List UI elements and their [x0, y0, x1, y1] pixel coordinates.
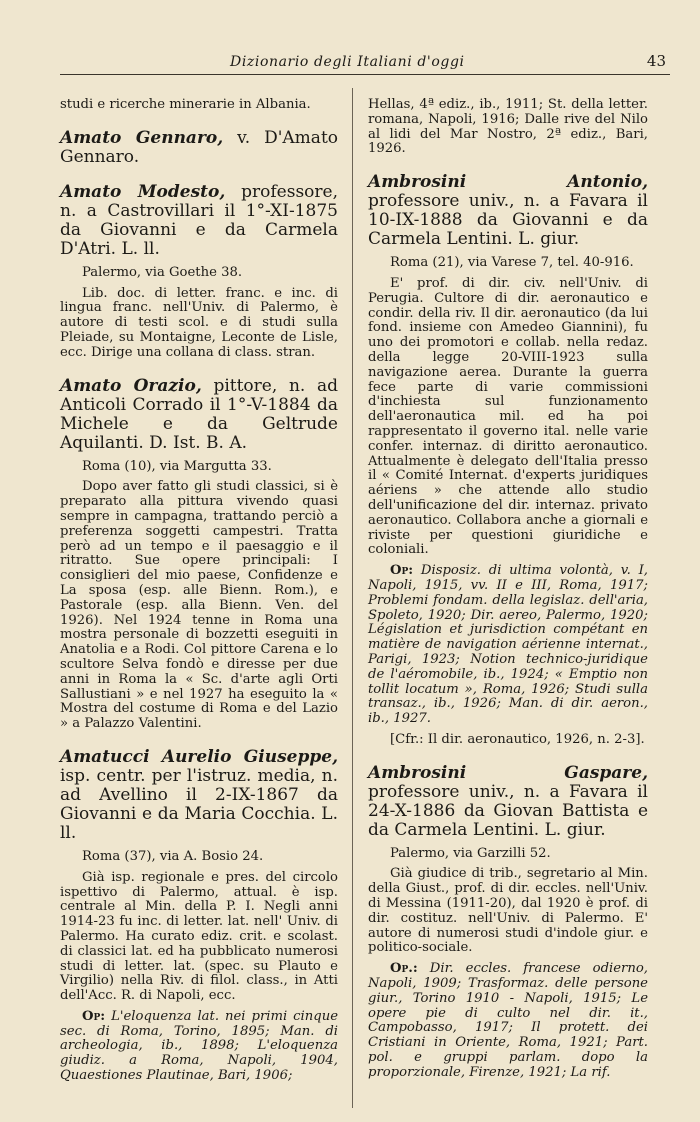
entry-address: Roma (21), via Varese 7, tel. 40-916. [390, 255, 634, 271]
entry-address: Palermo, via Goethe 38. [82, 264, 243, 280]
entry-address: Palermo, via Garzilli 52. [390, 845, 551, 861]
entry-name: Ambrosini Gaspare, [368, 762, 648, 783]
entry-heading [60, 129, 338, 167]
entry-heading [368, 764, 648, 840]
entry-heading [368, 173, 648, 249]
entry-body: Lib. doc. di letter. franc. e inc. di lingua franc. nell'Univ. di Palermo, è autore di testi scol. e di studi sulla Pleiade, su Montaigne, Leconte de Lisle, ecc. Dirige una collana di class. stran. [60, 285, 338, 360]
entry-address: Roma (10), via Margutta 33. [82, 458, 272, 474]
entry-works [368, 564, 648, 727]
entry-body: E' prof. di dir. civ. nell'Univ. di Perugia. Cultore di dir. aeronautico e condir. della riv. Il dir. aeronautico (da lui fond. insieme con Amedeo Giannini), fu uno dei promotori e collab. nella redaz. della legge 20-VIII-1923 sulla navigazione aerea. Durante la guerra fece parte di varie commissioni d'inchiesta sul funzionamento dell'aeronautica mil. ed ha poi rappresentato il governo ital. nelle varie confer. internaz. di diritto aeronautico. Attualmente è delegato dell'Italia presso il « Comité Internat. d'experts juridiques aériens » che attende allo studio dell'unificazione del dir. internaz. privato aeronautico. Collabora anche a giornali e riviste per questioni giuridiche e coloniali. [368, 275, 648, 558]
entry-description: professore, n. a Castrovillari il 1°-XI-1875 da Giovanni e da Carmela D'Atri. L. ll. [60, 181, 338, 259]
left-column [60, 98, 338, 1090]
entry-body: Dopo aver fatto gli studi classici, si è preparato alla pittura vivendo quasi sempre in campagna, trattando perciò a preferenza soggetti campestri. Tratta però ad un tempo e il paesaggio e il ritratto. Sue opere principali: I consiglieri del mio paese, Confidenze e La sposa (esp. alle Bienn. Rom.), e Pastorale (esp. alla Bienn. Ven. del 1926). Nel 1924 tenne in Roma una mostra personale di bozzetti eseguiti in Anatolia e a Rodi. Col pittore Carena e lo scultore Selva fondò e diresse per due anni in Roma la « Sc. d'arte agli Orti Sallustiani » e nel 1927 ha eseguito la « Mostra del costume di Roma e del Lazio » a Palazzo Valentini. [60, 479, 338, 732]
entry-description: pittore, n. ad Anticoli Corrado il 1°-V-1884 da Michele e da Geltrude Aquilanti. D. Ist. B. A. [60, 375, 339, 453]
entry-description: isp. centr. per l'istruz. media, n. ad Avellino il 2-IX-1867 da Giovanni e da Maria Cocchia. L. ll. [60, 765, 338, 843]
entry-works [368, 962, 648, 1080]
entry-ambrosini-gaspare [368, 764, 648, 1081]
entry-heading [60, 377, 338, 453]
page-number: 43 [646, 52, 666, 70]
works-label: Op: [390, 563, 414, 579]
entry-description: professore univ., n. a Favara il 10-IX-1888 da Giovanni e da Carmela Lentini. L. giur. [368, 191, 648, 250]
entry-description: professore univ., n. a Favara il 24-X-1886 da Giovan Battista e da Carmela Lentini. L. giur. [368, 781, 648, 840]
continuation-text: studi e ricerche minerarie in Albania. [60, 97, 311, 112]
works-list: Disposiz. di ultima volontà, v. I, Napoli, 1915, vv. II e III, Roma, 1917; Problemi fondam. della legislaz. dell'aria, Spoleto, 1920; Dir. aereo, Palermo, 1920; Législation et jurisdiction compétant en matière de navigation aérienne internat., Parigi, 1923; Notion technico-juridique de l'aéromobile, ib., 1924; « Emptio non tollit locatum », Roma, 1926; Studi sulla transaz., ib., 1926; Man. di dir. aeron., ib., 1927. [368, 563, 648, 727]
entry-description: v. D'Amato Gennaro. [60, 127, 339, 167]
works-label: Op.: [390, 961, 418, 977]
entry-amato-modesto [60, 183, 338, 361]
entry-name: Amato Gennaro, [60, 127, 224, 148]
entry-heading [60, 183, 338, 259]
entry-name: Amato Orazio, [60, 375, 202, 396]
right-column [368, 98, 648, 1087]
running-head-title: Dizionario degli Italiani d'oggi [230, 54, 465, 70]
entry-name: Amato Modesto, [60, 181, 226, 202]
entry-amatucci-aurelio [60, 748, 338, 1084]
entry-reference: [Cfr.: Il dir. aeronautico, 1926, n. 2-3]. [390, 731, 645, 747]
entry-ambrosini-antonio [368, 173, 648, 748]
entry-amato-orazio [60, 377, 338, 732]
works-list: Dir. eccles. francese odierno, Napoli, 1909; Trasformaz. delle persone giur., Torino 1910 - Napoli, 1915; Le opere pie di culto nel dir. it., Campobasso, 1917; Il protett. dei Cristiani in Oriente, Roma, 1921; Part. pol. e gruppi parlam. dopo la proporzionale, Firenze, 1921; La rif. [368, 961, 648, 1080]
entry-name: Amatucci Aurelio Giuseppe, [60, 746, 338, 767]
entry-amato-gennaro [60, 129, 338, 167]
entry-works [60, 1010, 338, 1084]
works-label: Op: [82, 1008, 106, 1024]
continuation-text: Hellas, 4ª ediz., ib., 1911; St. della letter. romana, Napoli, 1916; Dalle rive del Nilo al lidi del Mar Nostro, 2ª ediz., Bari, 1926. [368, 97, 648, 157]
entry-body: Già isp. regionale e pres. del circolo ispettivo di Palermo, attual. è isp. centrale al Min. della P. I. Negli anni 1914-23 fu inc. di letter. lat. nell' Univ. di Palermo. Ha curato ediz. crit. e scolast. di classici lat. ed ha pubblicato numerosi studi di letter. lat. (spec. su Plauto e Virgilio) nella Riv. di filol. class., in Atti dell'Acc. R. di Napoli, ecc. [60, 869, 338, 1004]
entry-body: Già giudice di trib., segretario al Min. della Giust., prof. di dir. eccles. nell'Univ. di Messina (1911-20), dal 1920 è prof. di dir. costituz. nell'Univ. di Palermo. E' autore di numerosi studi d'indole giur. e politico-sociale. [368, 866, 648, 956]
entry-name: Ambrosini Antonio, [368, 172, 648, 193]
column-divider [352, 88, 353, 1108]
works-list: L'eloquenza lat. nei primi cinque sec. di Roma, Torino, 1895; Man. di archeologia, ib., 1898; L'eloquenza giudiz. a Roma, Napoli, 1904, Quaestiones Plautinae, Bari, 1906; [60, 1008, 338, 1084]
running-head [60, 52, 670, 75]
entry-address: Roma (37), via A. Bosio 24. [82, 848, 264, 864]
entry-heading [60, 748, 338, 843]
